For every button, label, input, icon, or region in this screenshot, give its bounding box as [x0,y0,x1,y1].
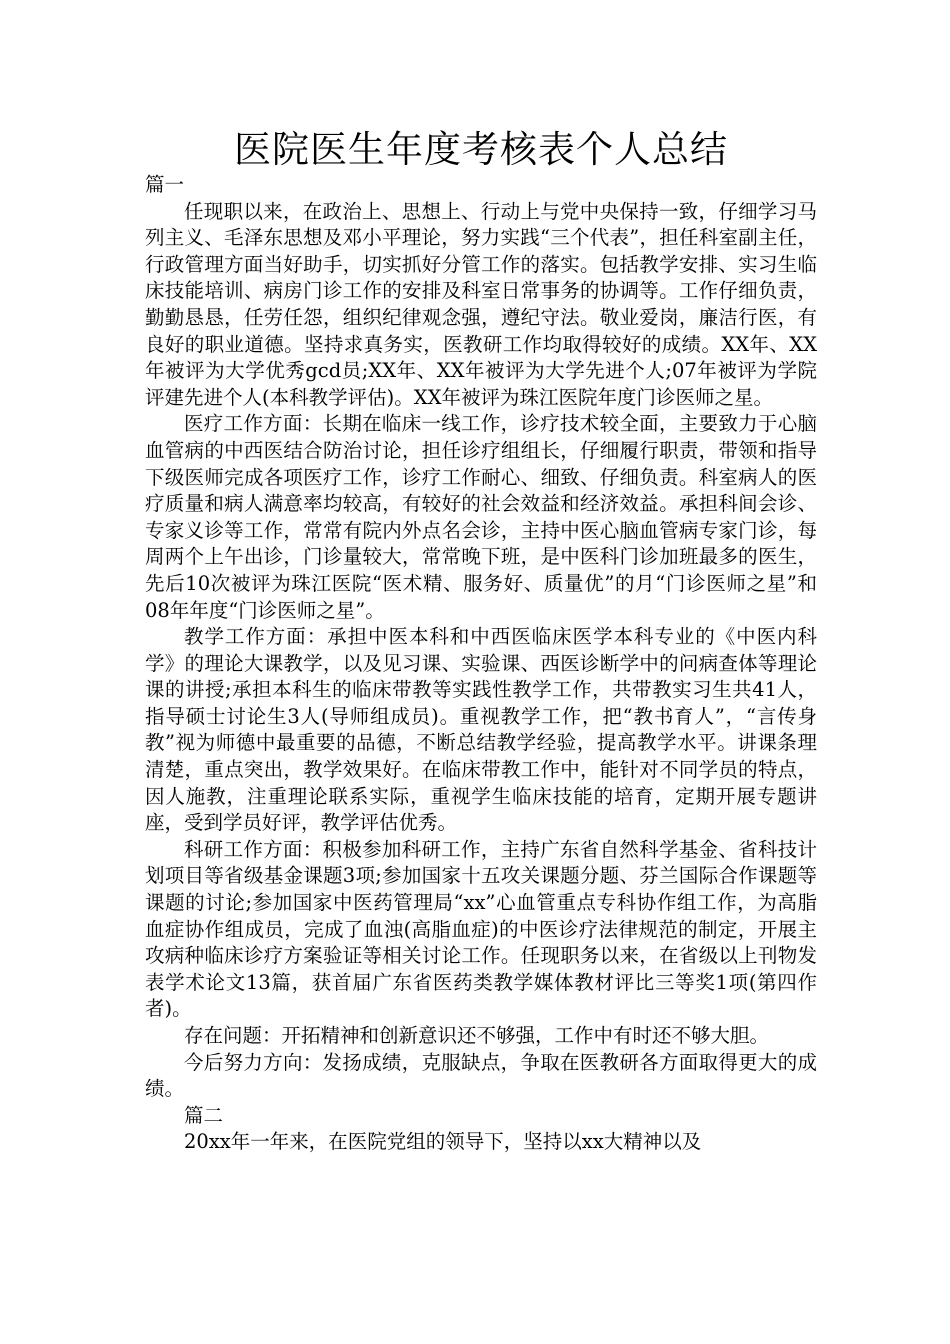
document-body [145,172,817,1156]
paragraph-future-direction: 今后努力方向：发扬成绩，克服缺点，争取在医教研各方面取得更大的成绩。 [145,1050,817,1101]
section-label-1: 篇一 [145,173,185,196]
paragraph-political: 任现职以来，在政治上、思想上、行动上与党中央保持一致，仔细学习马列主义、毛泽东思想及邓小平理论，努力实践“三个代表”，担任科室副主任，行政管理方面当好助手，切实抓好分管工作的落实。包括教学安排、实习生临床技能培训、病房门诊工作的安排及科室日常事务的协调等。工作仔细负责，勤勤恳恳，任劳任怨，组织纪律观念强，遵纪守法。敬业爱岗，廉洁行医，有良好的职业道德。坚持求真务实，医教研工作均取得较好的成绩。XX年、XX年被评为大学优秀gcd员;XX年、XX年被评为大学先进个人;07年被评为学院评建先进个人(本科教学评估)。XX年被评为珠江医院年度门诊医师之星。 [145,199,817,409]
paragraph-section2-intro: 20xx年一年来，在医院党组的领导下，坚持以xx大精神以及 [184,1130,702,1154]
paragraph-problems: 存在问题：开拓精神和创新意识还不够强，工作中有时还不够大胆。 [184,1024,770,1047]
paragraph-medical-work: 医疗工作方面：长期在临床一线工作，诊疗技术较全面，主要致力于心脑血管病的中西医结合防治讨论，担任诊疗组组长，仔细履行职责，带领和指导下级医师完成各项医疗工作，诊疗工作耐心、细致、仔细负责。科室病人的医疗质量和病人满意率均较高，有较好的社会效益和经济效益。承担科间会诊、专家义诊等工作，常常有院内外点名会诊，主持中医心脑血管病专家门诊，每周两个上午出诊，门诊量较大，常常晚下班，是中医科门诊加班最多的医生，先后10次被评为珠江医院“医术精、服务好、质量优”的月“门诊医师之星”和08年年度“门诊医师之星”。 [145,412,817,622]
document-page [145,128,817,1156]
section-label-2: 篇二 [184,1103,224,1127]
document-title: 医院医生年度考核表个人总结 [234,128,728,171]
paragraph-teaching-work: 教学工作方面：承担中医本科和中西医临床医学本科专业的《中医内科学》的理论大课教学，以及见习课、实验课、西医诊断学中的问病查体等理论课的讲授;承担本科生的临床带教等实践性教学工作，共带教实习生共41人，指导硕士讨论生3人(导师组成员)。重视教学工作，把“教书育人”，“言传身教”视为师德中最重要的品德，不断总结教学经验，提高教学水平。讲课条理清楚，重点突出，教学效果好。在临床带教工作中，能针对不同学员的特点，因人施教，注重理论联系实际，重视学生临床技能的培育，定期开展专题讲座，受到学员好评，教学评估优秀。 [145,625,817,835]
paragraph-research-work: 科研工作方面：积极参加科研工作，主持广东省自然科学基金、省科技计划项目等省级基金课题3项;参加国家十五攻关课题分题、芬兰国际合作课题等课题的讨论;参加国家中医药管理局“xx”心血管重点专科协作组工作，为高脂血症协作组成员，完成了血浊(高脂血症)的中医诊疗法律规范的制定，开展主攻病种临床诊疗方案验证等相关讨论工作。任现职务以来，在省级以上刊物发表学术论文13篇，获首届广东省医药类教学媒体教材评比三等奖1项(第四作者)。 [145,837,817,1021]
